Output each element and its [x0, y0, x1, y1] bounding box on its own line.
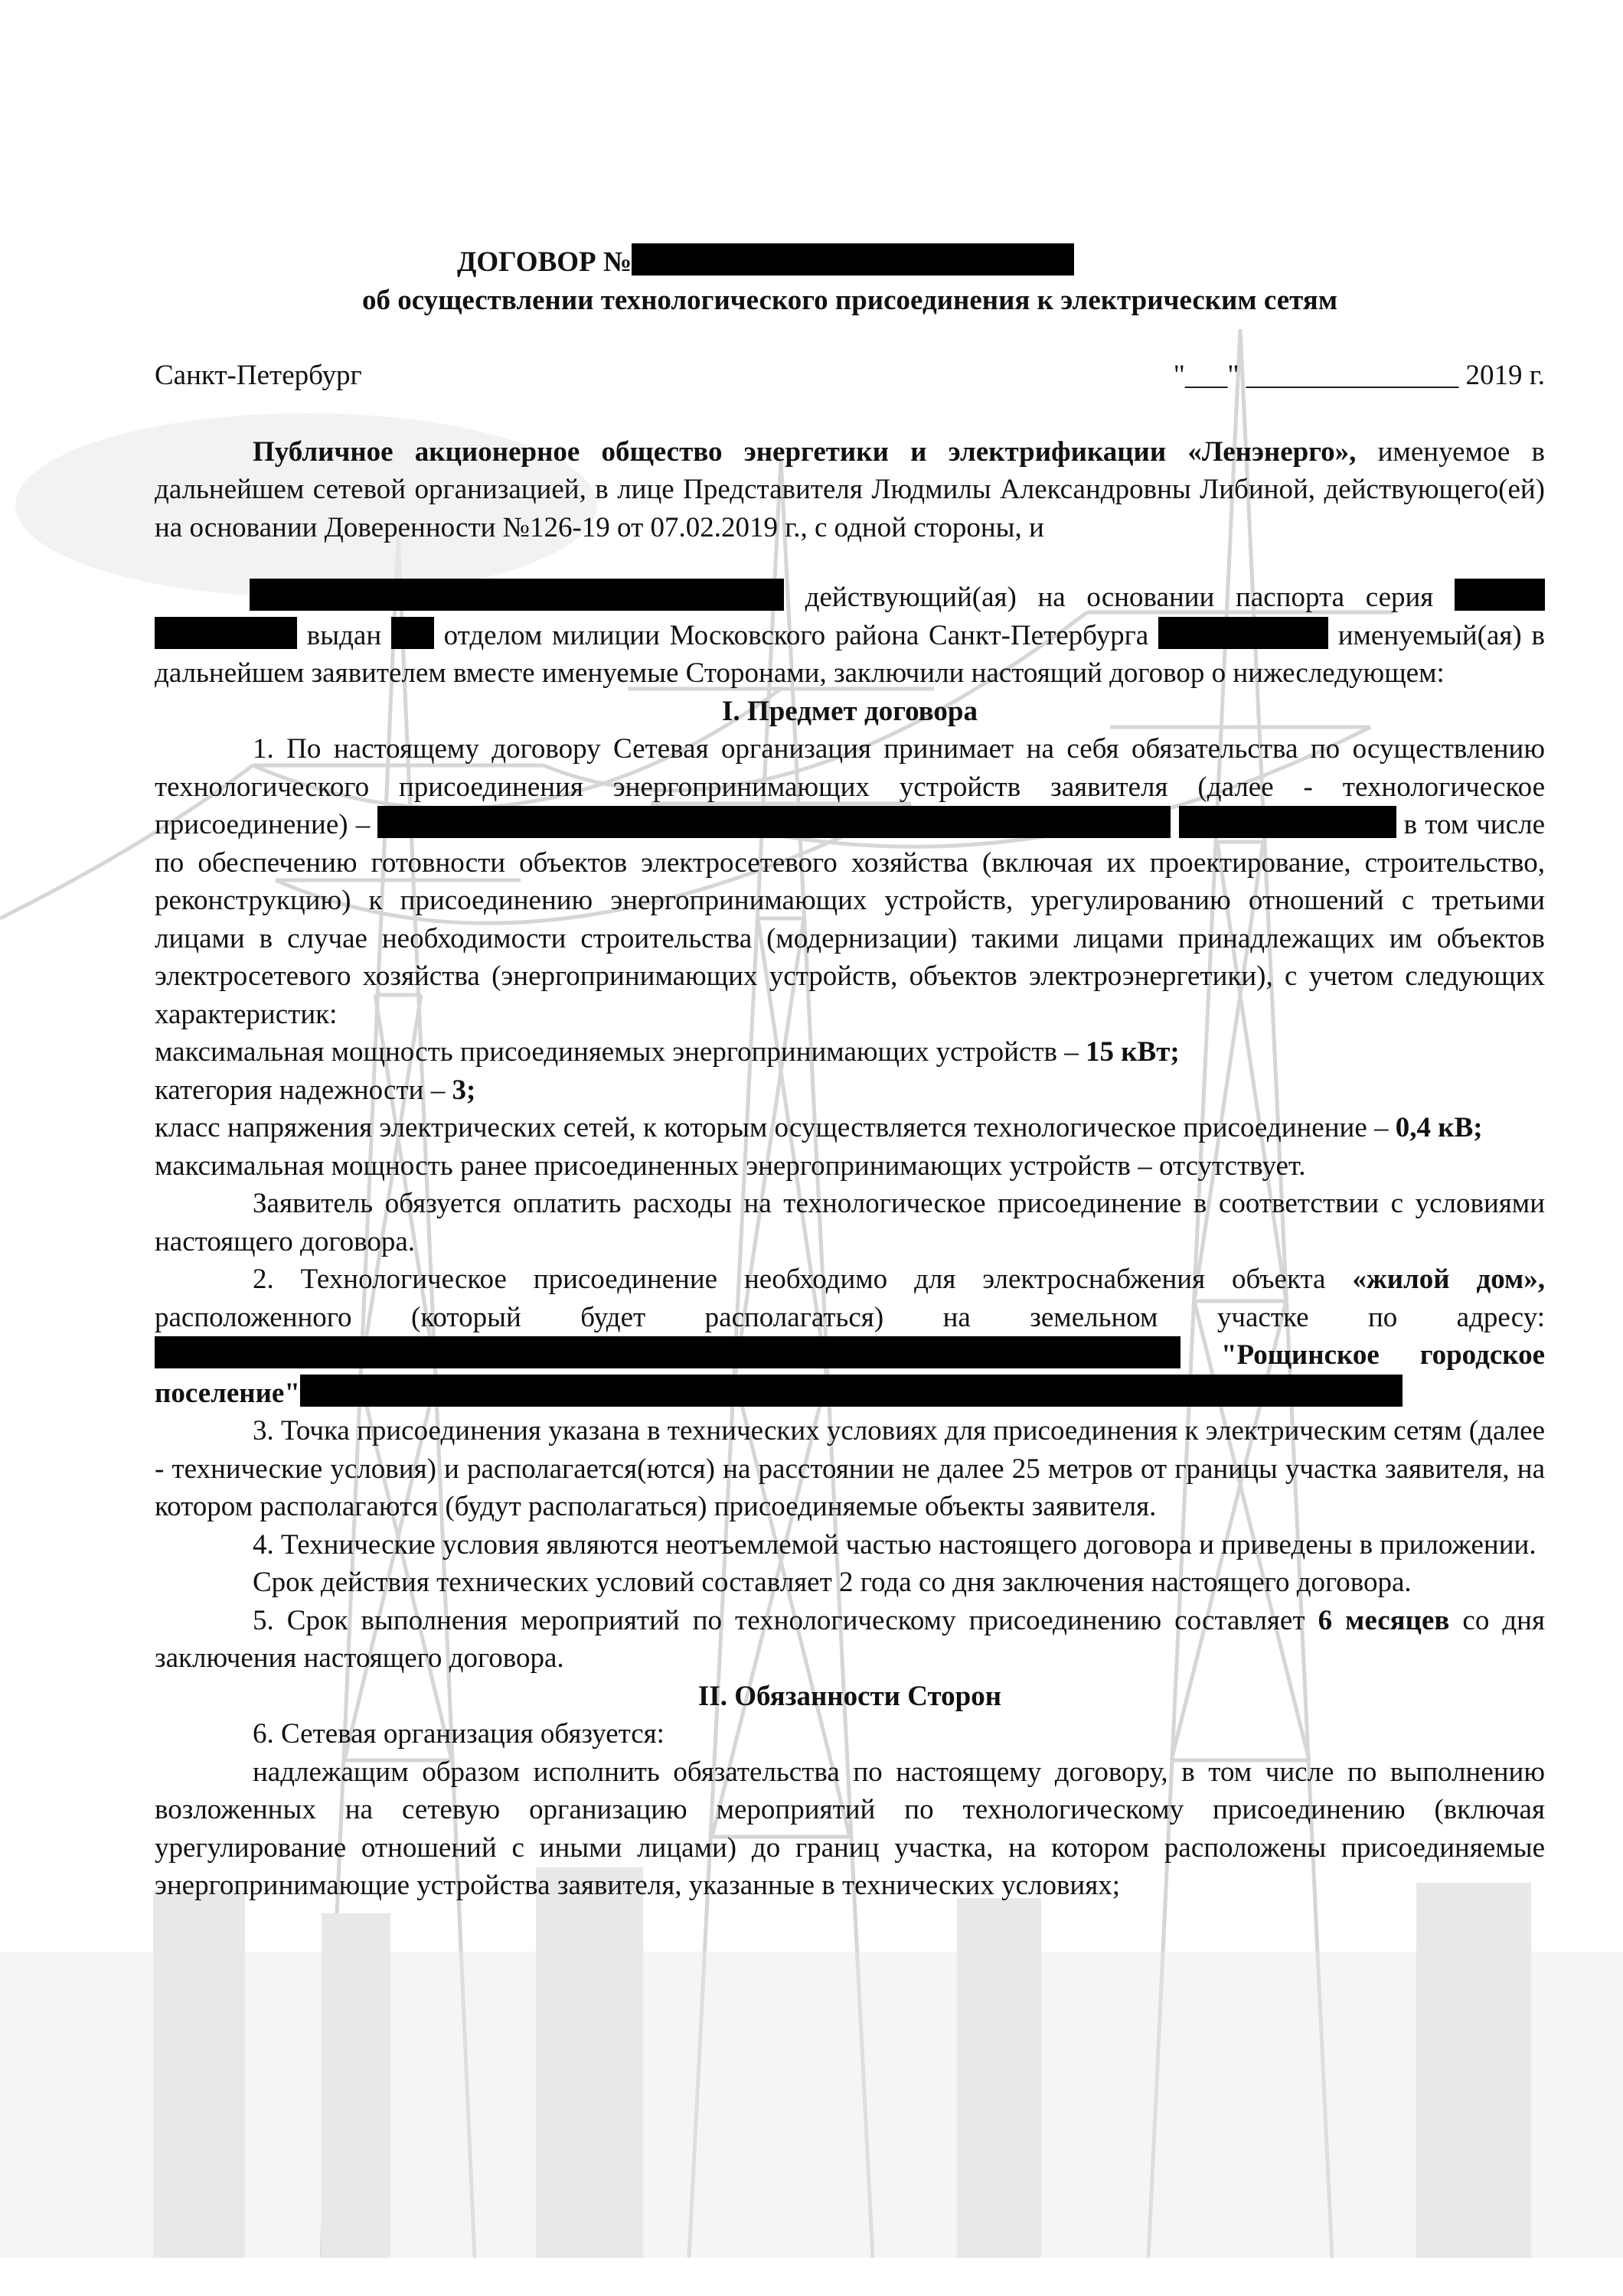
voltage-line [155, 1109, 1545, 1147]
redacted-address-part2 [300, 1375, 1403, 1407]
applicant-basis: действующий(ая) на основании паспорта серия [784, 582, 1455, 613]
clause-5-start: 5. Срок выполнения мероприятий по технологическому присоединению составляет [253, 1604, 1318, 1636]
max-power-label: максимальная мощность присоединяемых энергопринимающих устройств – [155, 1036, 1086, 1068]
category-line [155, 1071, 1545, 1110]
redacted-contract-number [632, 243, 1074, 276]
redacted-device-description [377, 806, 1171, 838]
section-2-heading: II. Обязанности Сторон [697, 1680, 1002, 1712]
contract-subtitle: об осуществлении технологического присоединения к электрическим сетям [361, 285, 1338, 316]
parties-intro [155, 433, 1545, 547]
clause-5-term: 6 месяцев [1318, 1604, 1450, 1636]
title-text: ДОГОВОР № [456, 246, 632, 278]
category-label: категория надежности – [155, 1074, 452, 1106]
redacted-passport-series [1455, 579, 1545, 611]
clause-3: 3. Точка присоединения указана в технических условиях для присоединения к электрическим сетям (далее - технические условия) и располагается(ются) на расстоянии не далее 25 метров от границы участка заявителя, на котором располагаются (будут располагаться) присоединяемые объекты заявителя. [155, 1415, 1545, 1522]
max-power-value: 15 кВт; [1085, 1036, 1180, 1068]
clause-2-start: 2. Технологическое присоединение необходимо для электроснабжения объекта [253, 1264, 1353, 1295]
redacted-applicant-name [250, 579, 784, 611]
issued-by-text: отделом милиции Московского района Санкт-Петербурга [433, 619, 1158, 651]
max-power-line [155, 1033, 1545, 1071]
applicant-tail: именуемый(ая) в дальнейшем заявителем вместе именуемые Сторонами, заключили настоящий договор о нижеследующем: [155, 619, 1545, 689]
clause-2-cont: расположенного (который будет располагаться) на земельном участке по адресу: [155, 1301, 1545, 1333]
applicant-paragraph [155, 579, 1545, 693]
category-value: 3; [452, 1074, 476, 1106]
clause-5-end: со дня заключения настоящего договора. [155, 1604, 1545, 1674]
city-date-line [155, 357, 1545, 395]
clause-4: 4. Технические условия являются неотъемлемой частью настоящего договора и приведены в приложении. [253, 1528, 1536, 1561]
pay-obligation: Заявитель обязуется оплатить расходы на технологическое присоединение в соответствии с условиями настоящего договора. [155, 1188, 1545, 1257]
city-skyline [0, 1867, 1623, 2258]
city-name: Санкт-Петербург [155, 360, 362, 391]
clause-5 [155, 1602, 1545, 1678]
clause-6-a: надлежащим образом исполнить обязательства по настоящему договору, в том числе по выполнению возложенных на сетевую организацию мероприятий по технологическому присоединению (включая урегулирование отношений с иными лицами) до границ участка, на котором расположены присоединяемые энергопринимающие устройства заявителя, указанные в технических условиях; [155, 1756, 1545, 1901]
clause-4-term: Срок действия технических условий составляет 2 года со дня заключения настоящего договора. [253, 1567, 1412, 1598]
redacted-address-part1 [155, 1336, 1181, 1368]
contract-title [155, 243, 1545, 282]
clause-2 [155, 1261, 1545, 1412]
redacted-issue-date [391, 617, 434, 649]
clause-6: 6. Сетевая организация обязуется: [253, 1718, 665, 1750]
issued-by-prefix: выдан [297, 619, 391, 651]
prev-power-line: максимальная мощность ранее присоединенных энергопринимающих устройств – отсутствует. [155, 1150, 1306, 1182]
voltage-value: 0,4 кВ; [1395, 1112, 1483, 1143]
redacted-device-description-cont [1179, 806, 1396, 838]
clause-1 [155, 730, 1545, 1033]
clause-1-start: 1. По настоящему договору Сетевая организация принимает на себя обязательства по осуществлению технологического присоединения энергопринимающих устройств заявителя (далее - технологическое присоединение) – [155, 733, 1545, 840]
contract-date: "___" _______________ 2019 г. [1173, 360, 1545, 391]
redacted-passport-number [155, 617, 297, 649]
section-1-heading: I. Предмет договора [722, 695, 978, 727]
clause-1-cont: в том числе по обеспечению готовности объектов электросетевого хозяйства (включая их проектирование, строительство, реконструкцию) к присоединению энергопринимающих устройств, урегулированию отношений с третьими лицами в случае необходимости строительства (модернизации) такими лицами принадлежащих им объектов электросетевого хозяйства (энергопринимающих устройств, объектов электроэнергетики), с учетом следующих характеристик: [155, 809, 1545, 1030]
org-name: Публичное акционерное общество энергетики и электрификации «Ленэнерго», [253, 435, 1357, 468]
contract-page [155, 243, 1545, 1905]
voltage-label: класс напряжения электрических сетей, к которым осуществляется технологическое присоединение – [155, 1112, 1396, 1143]
settlement-name: "Рощинское городское поселение" [155, 1339, 1545, 1409]
redacted-issue-info [1158, 617, 1328, 649]
org-text: именуемое в дальнейшем сетевой организацией, в лице Представителя Людмилы Александровны Либиной, действующего(ей) на основании Доверенности №126-19 от 07.02.2019 г., с одной стороны, и [155, 435, 1545, 543]
clause-2-object: «жилой дом», [1352, 1264, 1545, 1295]
